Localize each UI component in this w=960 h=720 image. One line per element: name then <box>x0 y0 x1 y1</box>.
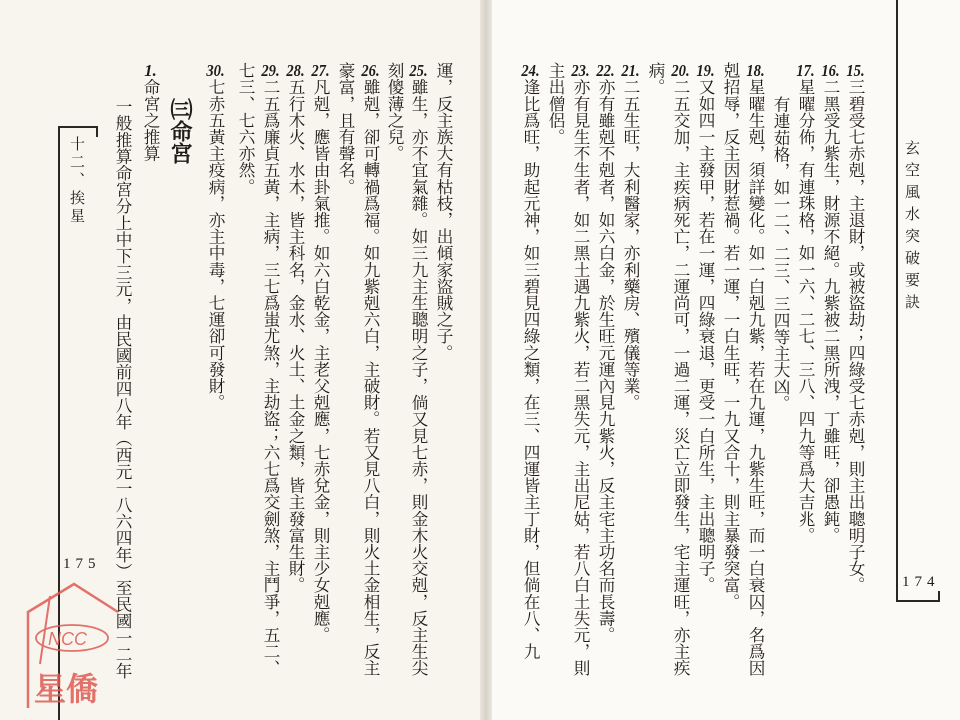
subsection-heading <box>140 62 160 162</box>
item-column <box>670 62 690 676</box>
item-text: 一般推算命宮分上中下三元，由民國前四八年（西元一八六四年）至民國一二年 <box>113 98 132 679</box>
item-column <box>408 62 428 676</box>
book-gutter <box>480 0 492 720</box>
item-number: 22. <box>596 62 615 79</box>
item-number: 20. <box>671 62 690 79</box>
item-text: 星曜生剋，須詳變化。如一白剋九紫，若在九運，九紫生旺，而一白衰囚，名爲因 <box>746 78 765 677</box>
item-column <box>360 62 380 676</box>
continuation-column <box>235 62 255 195</box>
item-column <box>745 62 765 676</box>
item-column <box>260 62 280 676</box>
item-text: 亦有見生不生者，如二黑土遇九紫火，若二黑失元，主出尼姑，若八白土失元，則 <box>571 78 590 677</box>
item-text: 五行木火、水木，皆主科名，金水、火土、土金之類，皆主發富生財。 <box>286 78 305 594</box>
item-text: 又如四一主發甲，若在一運，四綠衰退，更受一白所生，主出聰明子。 <box>696 78 715 594</box>
item-number: 23. <box>571 62 590 79</box>
stamp-logo-text: NCC <box>48 629 87 649</box>
right-frame-tick <box>938 591 940 602</box>
item-text: 豪富，且有聲名。 <box>336 62 355 195</box>
item-text: 二五爲廉貞五黃，主病，三七爲蚩尤煞，主劫盜；六七爲交劍煞，主鬥爭，五二、 <box>261 78 280 677</box>
item-column <box>595 62 615 643</box>
running-head-chapter: 十二、挨星 <box>68 136 86 226</box>
right-frame-rule <box>896 0 898 602</box>
item-text: 剋招辱，反主因財惹禍。若一運，一白生旺，一九又合十，則主暴發突富。 <box>721 62 740 610</box>
item-text: 七三、七六亦然。 <box>236 62 255 195</box>
item-number: 18. <box>746 62 765 79</box>
item-text: 逢比爲旺，助起元神，如三碧見四綠之類，在三、四運皆主丁財，但倘在八、九 <box>521 78 540 660</box>
item-number: 15. <box>846 62 865 79</box>
left-frame-head <box>58 126 98 128</box>
item-column <box>845 62 865 593</box>
item-text: 雖生，亦不宜氣雜。如三九主生聰明之子，倘又見七赤，則金木火交剋，反主生尖 <box>409 78 428 677</box>
item-column <box>620 62 640 411</box>
item-text: 二五交加，主疾病死亡，二運尚可，一過二運，災亡立即發生，宅主運旺，亦主疾 <box>671 78 690 677</box>
item-number: 17. <box>796 62 815 79</box>
item-number: 27. <box>311 62 330 79</box>
page-number-right: 174 <box>902 574 940 590</box>
continuation-column <box>335 62 355 195</box>
stamp-name-text: 星僑 <box>34 670 99 708</box>
right-frame-foot <box>896 600 940 602</box>
item-text: 有連茹格，如一二、二三、三四等主大凶。 <box>771 96 790 412</box>
watermark-stamp <box>20 576 125 716</box>
item-text: 雖剋，卻可轉禍爲福。如九紫剋六白，主破財。若又見八白，則火土金相生，反主 <box>361 78 380 677</box>
item-column <box>570 62 590 676</box>
continuation-column <box>433 62 453 361</box>
item-number: 25. <box>409 62 428 79</box>
item-number: 28. <box>286 62 305 79</box>
item-number: 29. <box>261 62 280 79</box>
item-text: 三碧受七赤剋，主退財，或被盜劫；四綠受七赤剋，則主出聰明子女。 <box>846 78 865 594</box>
item-column <box>795 62 815 543</box>
item-column <box>520 62 540 660</box>
item-text: 凡剋，應皆由卦氣推。如六白乾金，主老父剋應，七赤兌金，則主少女剋應。 <box>311 78 330 643</box>
subsection-heading-text: 命宮之推算 <box>141 78 160 162</box>
item-text: 病。 <box>646 62 665 96</box>
item-column <box>205 62 225 411</box>
continuation-column <box>384 62 404 162</box>
item-number: 26. <box>361 62 380 79</box>
page-number-left: 175 <box>63 556 101 572</box>
section-heading <box>167 98 193 164</box>
left-frame-tick <box>96 126 98 137</box>
item-number: 1. <box>144 62 157 79</box>
item-number: 24. <box>521 62 540 79</box>
item-number: 30. <box>206 62 225 79</box>
section-heading-text: ㈢命宮 <box>167 98 193 164</box>
running-head-book-title: 玄空風水突破要訣 <box>903 140 921 316</box>
item-text: 二五生旺，大利醫家，亦利藥房、殯儀等業。 <box>621 78 640 411</box>
item-text: 亦有雖剋不剋者，如六白金，於生旺元運內見九紫火，反主宅主功名而長壽。 <box>596 78 615 643</box>
continuation-column <box>770 96 790 411</box>
item-number: 16. <box>821 62 840 79</box>
item-text: 主出僧侶。 <box>546 62 565 145</box>
item-number: 19. <box>696 62 715 79</box>
item-text: 星曜分佈，有連珠格，如一六、二七、三八、四九等爲大吉兆。 <box>796 78 815 544</box>
item-text: 運，反主族大有枯枝，出傾家盜賊之子。 <box>434 62 453 361</box>
item-text: 七赤五黃主疫病，亦主中毒，七運卻可發財。 <box>206 78 225 411</box>
item-number: 21. <box>621 62 640 79</box>
item-text: 刻傻薄之兒。 <box>385 62 404 162</box>
item-column <box>820 62 840 543</box>
continuation-column <box>720 62 740 610</box>
item-column <box>695 62 715 593</box>
item-column <box>285 62 305 593</box>
continuation-column <box>545 62 565 145</box>
continuation-column <box>645 62 665 95</box>
item-column <box>310 62 330 643</box>
item-text: 二黑受九紫生，財源不絕。九紫被二黑所洩，丁雖旺，卻愚鈍。 <box>821 78 840 544</box>
